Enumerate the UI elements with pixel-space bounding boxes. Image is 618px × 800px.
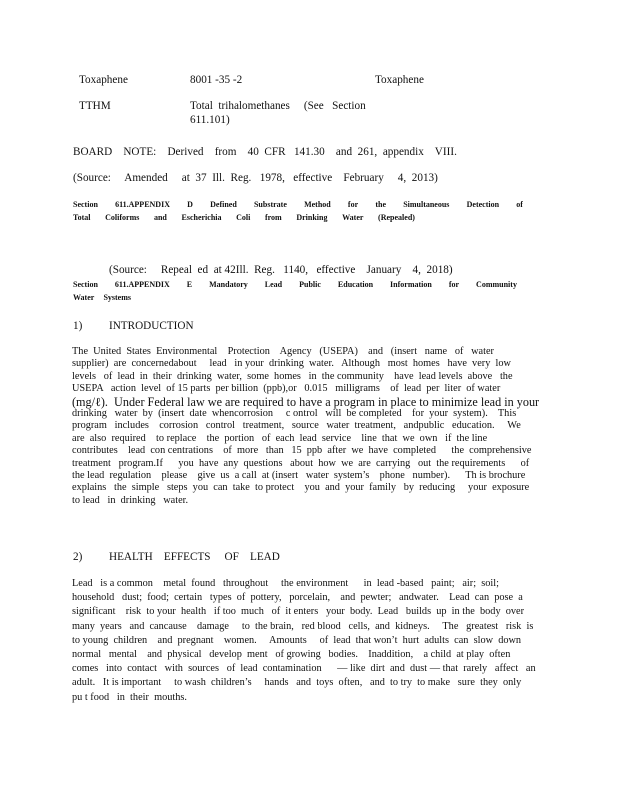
body-line: significant risk to your health if too much of it enters your body. Lead builds up in the body over (72, 606, 525, 618)
appendix-d-word: of (516, 200, 523, 209)
body-line: to lead in drinking water. (72, 494, 189, 506)
appendix-d-word: (Repealed) (378, 213, 415, 222)
appendix-d-word: Coliforms (105, 213, 140, 222)
body-line: the lead regulation please give us a call at (insert water system’s phone number). Th is brochure (72, 470, 526, 482)
section-2-body (72, 577, 534, 705)
body-line: household dust; food; certain types of pottery, porcelain, and pewter; andwater. Lead can pose a (72, 592, 523, 604)
appendix-d-word: Drinking (296, 213, 328, 222)
appendix-d-word: Escherichia (181, 213, 222, 222)
body-line: levels of lead in their drinking water, some homes in the community have lead levels above the (72, 370, 513, 382)
appendix-d-word: and (153, 213, 167, 222)
appendix-e-heading-line2 (73, 293, 131, 303)
appendix-e-word: Mandatory (209, 280, 248, 289)
table-row-tthm-desc-line1: Total trihalomethanes (See Section (190, 100, 366, 112)
appendix-d-word: Defined (210, 200, 237, 209)
body-line: supplier) are concernedabout lead in your drinking water. Although most homes have very low (72, 358, 511, 370)
appendix-e-word: Information (390, 280, 432, 289)
appendix-d-word: 611.APPENDIX (115, 200, 170, 209)
appendix-d-word: the (375, 200, 386, 209)
appendix-e-word: Education (337, 280, 374, 289)
appendix-d-word: Total (73, 213, 91, 222)
body-line: treatment program.If you have any questions about how we are carrying out the requirements of (72, 457, 530, 469)
board-note: BOARD NOTE: Derived from 40 CFR 141.30 and 261, appendix VIII. (73, 146, 457, 158)
appendix-e-word: E (186, 280, 193, 289)
appendix-d-word: D (187, 200, 193, 209)
section-1-number: 1) (73, 320, 83, 332)
appendix-e-word: Lead (264, 280, 283, 289)
source-note-amended: (Source: Amended at 37 Ill. Reg. 1978, effective February 4, 2013) (73, 172, 438, 184)
body-line: drinking water by (insert date whencorrosion c ontrol will be completed for your system). This (72, 408, 517, 420)
section-1-body (72, 346, 540, 507)
table-row-toxaphene-abbr: Toxaphene (79, 74, 128, 86)
appendix-e-word: Systems (103, 293, 131, 302)
appendix-d-word: Section (73, 200, 98, 209)
body-line: are also required to replace the portion of each lead service line that we own if the line (72, 432, 488, 444)
section-1-title: INTRODUCTION (109, 320, 194, 332)
body-line: comes into contact with sources of lead contamination — like dirt and dust — that rarely affect an (72, 663, 536, 675)
body-line: explains the simple steps you can take to protect you and your family by reducing your exposure (72, 482, 530, 494)
body-line: to young children and pregnant women. Amounts of lead that won’t hurt adults can slow down (72, 634, 522, 646)
table-row-tthm-abbr: TTHM (79, 100, 111, 112)
appendix-e-word: Community (476, 280, 517, 289)
body-line: contributes lead con centrations of more than 15 ppb after we have completed the comprehensive (72, 445, 532, 457)
appendix-d-word: for (347, 200, 359, 209)
body-line: USEPA action level of 15 parts per billion (ppb),or 0.015 milligrams of lead per liter of water (72, 383, 501, 395)
body-line: pu t food in their mouths. (72, 691, 187, 703)
section-2-title: HEALTH EFFECTS OF LEAD (109, 551, 280, 563)
section-2-number: 2) (73, 551, 83, 563)
appendix-e-word: 611.APPENDIX (114, 280, 170, 289)
body-line: program includes corrosion control treatment, source water treatment, andpublic education. We (72, 420, 521, 432)
body-line: Lead is a common metal found throughout the environment in lead -based paint; air; soil; (72, 578, 499, 589)
source-note-repealed: (Source: Repeal ed at 42Ill. Reg. 1140, effective January 4, 2018) (109, 264, 453, 276)
appendix-d-word: Method (304, 200, 331, 209)
table-row-toxaphene-name: Toxaphene (375, 74, 424, 86)
appendix-d-heading-line1 (73, 200, 523, 210)
body-line: adult. It is important to wash children’s hands and toys often, and to try to make sure they only (72, 677, 522, 689)
appendix-e-heading-line1 (73, 280, 517, 290)
body-line: many years and cancause damage to the brain, red blood cells, and kidneys. The greatest risk is (72, 620, 534, 632)
table-row-toxaphene-cas: 8001 -35 -2 (190, 74, 243, 86)
body-line: (mg/ℓ). Under Federal law we are required to have a program in place to minimize lead in your (72, 394, 540, 409)
appendix-e-word: Water (73, 293, 95, 302)
appendix-d-word: Detection (466, 200, 500, 209)
appendix-d-word: from (264, 213, 282, 222)
table-row-tthm-desc-line2: 611.101) (190, 114, 230, 126)
appendix-d-word: Coli (236, 213, 251, 222)
appendix-d-word: Water (342, 213, 364, 222)
appendix-d-word: Substrate (253, 200, 287, 209)
appendix-d-heading-line2 (73, 213, 415, 223)
appendix-e-word: Section (73, 280, 98, 289)
body-line: The United States Environmental Protection Agency (USEPA) and (insert name of water (72, 346, 494, 357)
appendix-d-word: Simultaneous (403, 200, 450, 209)
appendix-e-word: Public (299, 280, 321, 289)
appendix-e-word: for (448, 280, 460, 289)
body-line: normal mental and physical develop ment of growing bodies. Inaddition, a child at play often (72, 649, 511, 661)
